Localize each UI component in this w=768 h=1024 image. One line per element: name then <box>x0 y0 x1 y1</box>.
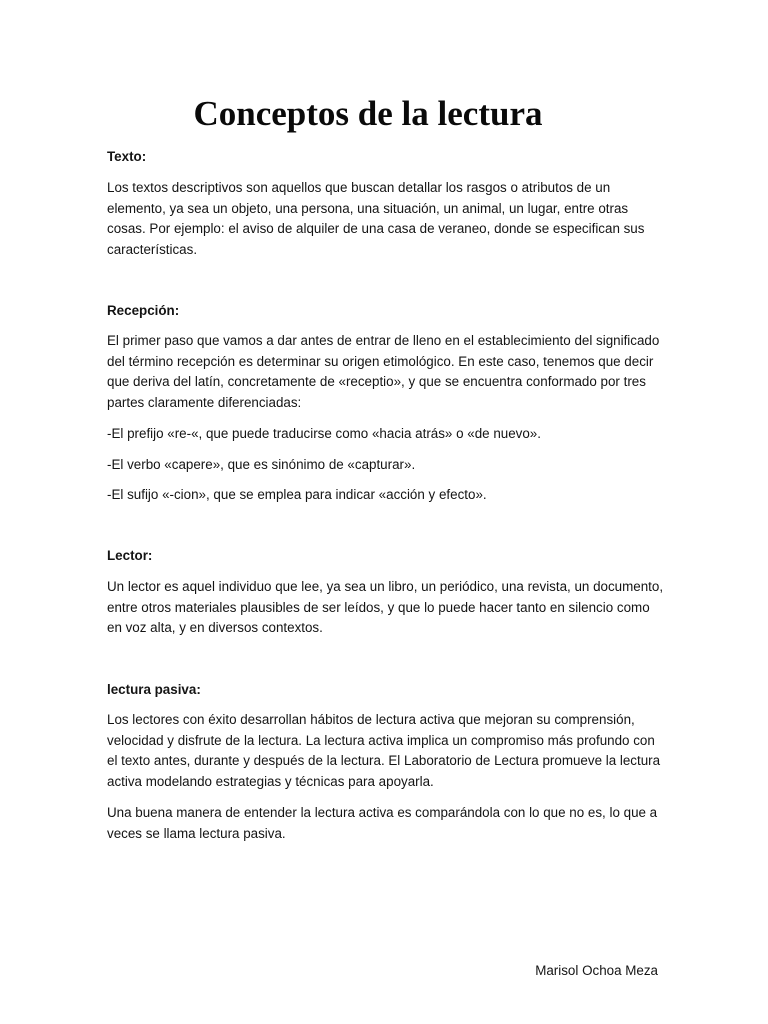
section-heading-lector: Lector: <box>107 548 153 563</box>
paragraph-recepcion-sufijo: -El sufijo «-cion», que se emplea para indicar «acción y efecto». <box>107 487 487 502</box>
author-name: Marisol Ochoa Meza <box>535 963 658 978</box>
paragraph-lector-definition: Un lector es aquel individuo que lee, ya sea un libro, un periódico, una revista, un documento, entre otros materiales plausibles de ser leídos, y que lo puede hacer tanto en silencio como en voz alta, y en diversos contextos. <box>107 579 664 636</box>
paragraph-recepcion-prefijo: -El prefijo «re-«, que puede traducirse como «hacia atrás» o «de nuevo». <box>107 426 541 441</box>
section-heading-lectura-pasiva: lectura pasiva: <box>107 682 201 697</box>
paragraph-texto-definition: Los textos descriptivos son aquellos que buscan detallar los rasgos o atributos de un elemento, ya sea un objeto, una persona, una situación, un animal, un lugar, entre otras cosas. Por ejemplo: el aviso de alquiler de una casa de veraneo, donde se especifican sus características. <box>107 180 645 257</box>
page-title: Conceptos de la lectura <box>193 94 543 133</box>
paragraph-lectura-pasiva: Una buena manera de entender la lectura activa es comparándola con lo que no es, lo que a veces se llama lectura pasiva. <box>107 805 658 841</box>
section-heading-recepcion: Recepción: <box>107 303 180 318</box>
section-heading-texto: Texto: <box>107 149 147 164</box>
paragraph-recepcion-verbo: -El verbo «capere», que es sinónimo de «capturar». <box>107 457 416 472</box>
paragraph-recepcion-definition: El primer paso que vamos a dar antes de entrar de lleno en el establecimiento del significado del término recepción es determinar su origen etimológico. En este caso, tenemos que decir que deriva del latín, concretamente de «receptio», y que se encuentra conformado por tres partes claramente diferenciadas: <box>107 333 660 410</box>
paragraph-lectura-activa: Los lectores con éxito desarrollan hábitos de lectura activa que mejoran su comprensión, velocidad y disfrute de la lectura. La lectura activa implica un compromiso más profundo con el texto antes, durante y después de la lectura. El Laboratorio de Lectura promueve la lectura activa modelando estrategias y técnicas para apoyarla. <box>107 712 661 789</box>
